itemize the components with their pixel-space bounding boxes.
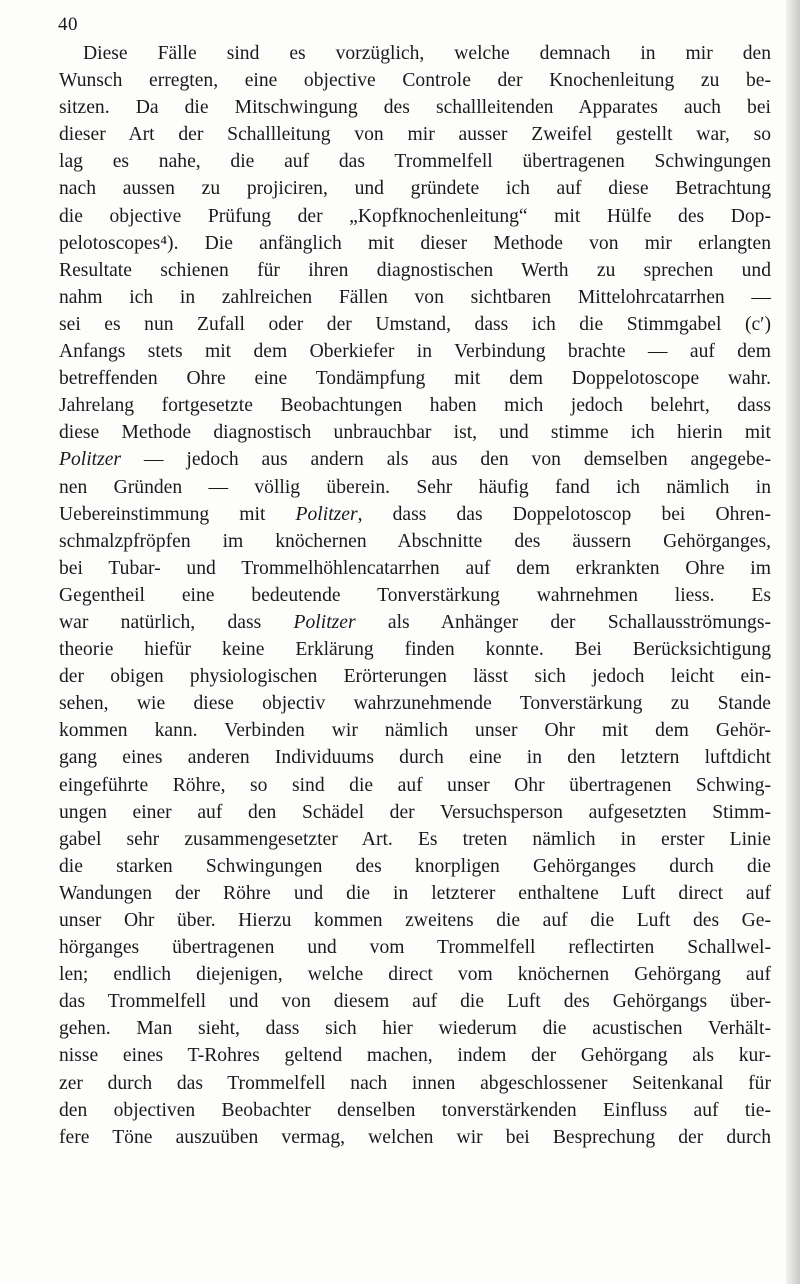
text-segment: nen Gründen — völlig überein. Sehr häufig fand ich nämlich in [59,476,771,498]
body-text [59,40,771,1151]
text-segment: Jahrelang fortgesetzte Beobachtungen haben mich jedoch belehrt, dass [59,395,771,417]
text-line [59,555,771,582]
text-segment: kommen kann. Verbinden wir nämlich unser Ohr mit dem Gehör- [59,720,771,742]
page-edge-shadow [786,0,800,1284]
text-segment: nach aussen zu projiciren, und gründete ich auf diese Betrachtung [59,178,771,200]
text-line [59,717,771,744]
text-line [59,609,771,636]
text-line [59,772,771,799]
text-line [59,392,771,419]
text-segment: nahm ich in zahlreichen Fällen von sichtbaren Mittelohrcatarrhen — [59,286,771,308]
text-segment: — jedoch aus andern als aus den von demselben angegebe- [121,449,771,471]
text-segment: das Trommelfell und von diesem auf die Luft des Gehörgangs über- [59,991,771,1013]
text-segment: ungen einer auf den Schädel der Versuchsperson aufgesetzten Stimm- [59,801,771,823]
text-line [59,338,771,365]
text-line [59,94,771,121]
text-segment: war natürlich, dass [59,611,294,633]
text-segment: Anfangs stets mit dem Oberkiefer in Verbindung brachte — auf dem [59,341,771,363]
text-segment: schmalzpfröpfen im knöchernen Abschnitte des äussern Gehörganges, [59,530,771,552]
text-line [59,257,771,284]
author-name-italic: Politzer [293,611,356,633]
text-line [59,67,771,94]
text-segment: len; endlich diejenigen, welche direct vom knöchernen Gehörgang auf [59,964,771,986]
text-line [59,907,771,934]
text-segment: sei es nun Zufall oder der Umstand, dass ich die Stimmgabel (c′) [59,313,771,335]
text-segment: Resultate schienen für ihren diagnostischen Werth zu sprechen und [59,259,771,281]
text-segment: sehen, wie diese objectiv wahrzunehmende Tonverstärkung zu Stande [59,693,771,715]
text-segment: diese Methode diagnostisch unbrauchbar ist, und stimme ich hierin mit [59,422,771,444]
text-segment: eingeführte Röhre, so sind die auf unser Ohr übertragenen Schwing- [59,774,771,796]
text-line [59,1070,771,1097]
text-line [59,690,771,717]
text-line [59,934,771,961]
text-line [59,40,771,67]
text-line [59,501,771,528]
text-segment: der obigen physiologischen Erörterungen lässt sich jedoch leicht ein- [59,666,771,688]
text-line [59,880,771,907]
text-segment: zer durch das Trommelfell nach innen abgeschlossener Seitenkanal für [59,1072,771,1094]
text-line [59,1124,771,1151]
text-line [59,799,771,826]
text-segment: betreffenden Ohre eine Tondämpfung mit dem Doppelotoscope wahr. [59,368,771,390]
text-segment: lag es nahe, die auf das Trommelfell übertragenen Schwingungen [59,151,771,173]
text-line [59,121,771,148]
text-line [59,284,771,311]
text-segment: pelotoscopes⁴). Die anfänglich mit dieser Methode von mir erlangten [59,232,771,254]
text-segment: Uebereinstimmung mit [59,503,296,525]
author-name-italic: Politzer [59,449,122,471]
text-line [59,528,771,555]
text-segment: als Anhänger der Schallausströmungs- [355,611,771,633]
text-line [59,1097,771,1124]
text-line [59,826,771,853]
text-segment: fere Töne auszuüben vermag, welchen wir bei Besprechung der durch [59,1126,771,1148]
text-line [59,365,771,392]
text-line [59,175,771,202]
text-segment: gehen. Man sieht, dass sich hier wiederum die acustischen Verhält- [59,1018,771,1040]
text-line [59,474,771,501]
text-line [59,582,771,609]
text-segment: die objective Prüfung der „Kopfknochenleitung“ mit Hülfe des Dop- [59,205,771,227]
text-segment: die starken Schwingungen des knorpligen Gehörganges durch die [59,855,771,877]
text-segment: Gegentheil eine bedeutende Tonverstärkung wahrnehmen liess. Es [59,584,771,606]
text-line [59,230,771,257]
text-segment: theorie hiefür keine Erklärung finden konnte. Bei Berücksichtigung [59,639,771,661]
text-line [59,961,771,988]
text-segment: , dass das Doppelotoscop bei Ohren- [357,503,771,525]
text-segment: Wandungen der Röhre und die in letzterer enthaltene Luft direct auf [59,882,771,904]
text-segment: Wunsch erregten, eine objective Controle der Knochenleitung zu be- [59,70,771,92]
text-line [59,311,771,338]
text-segment: dieser Art der Schallleitung von mir ausser Zweifel gestellt war, so [59,124,771,146]
text-segment: unser Ohr über. Hierzu kommen zweitens die auf die Luft des Ge- [59,910,771,931]
text-line [59,148,771,175]
text-line [59,988,771,1015]
author-name-italic: Politzer [295,503,358,525]
page-number: 40 [58,14,78,35]
text-line [59,853,771,880]
text-segment: Diese Fälle sind es vorzüglich, welche demnach in mir den [83,43,771,64]
text-segment: gang eines anderen Individuums durch eine in den letztern luftdicht [59,747,771,769]
text-line [59,663,771,690]
text-line [59,1042,771,1069]
text-line [59,636,771,663]
text-segment: gabel sehr zusammengesetzter Art. Es treten nämlich in erster Linie [59,828,771,850]
text-line [59,419,771,446]
text-line [59,1015,771,1042]
text-segment: nisse eines T-Rohres geltend machen, indem der Gehörgang als kur- [59,1045,771,1067]
text-segment: sitzen. Da die Mitschwingung des schallleitenden Apparates auch bei [59,97,771,119]
text-segment: hörganges übertragenen und vom Trommelfell reflectirten Schallwel- [59,937,771,959]
text-segment: bei Tubar- und Trommelhöhlencatarrhen auf dem erkrankten Ohre im [59,557,771,579]
text-line [59,446,771,473]
text-segment: den objectiven Beobachter denselben tonverstärkenden Einfluss auf tie- [59,1099,771,1121]
text-line [59,203,771,230]
text-line [59,744,771,771]
